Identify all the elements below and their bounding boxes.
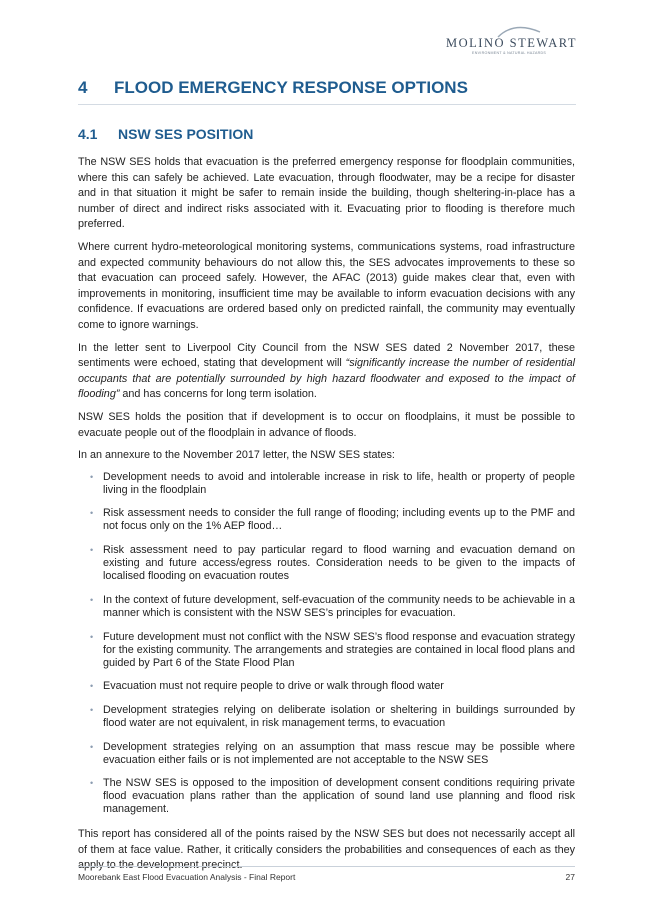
bullet-icon: • <box>90 778 94 789</box>
footer-document-title: Moorebank East Flood Evacuation Analysis - Final Report <box>78 872 296 882</box>
list-item-text: In the context of future development, self-evacuation of the community needs to be achievable in a manner which is consistent with the NSW SES’s principles for evacuation. <box>103 593 575 619</box>
section-heading <box>78 78 576 105</box>
list-item-text: Risk assessment need to pay particular regard to flood warning and evacuation demand on existing and future access/egress routes. Consideration needs to be given to the impacts of localised flooding on evacuation routes <box>103 544 575 583</box>
bullet-icon: • <box>90 704 94 715</box>
list-item-text: Future development must not conflict with the NSW SES’s flood response and evacuation strategy for the existing community. The arrangements and strategies are contained in local flood plans and guided by Part 6 of the State Flood Plan <box>103 630 575 669</box>
bullet-icon: • <box>90 471 94 482</box>
quoted-text: “significantly increase the number of residential occupants that are potentially surrounded by high hazard floodwater and exposed to the impact of flooding” <box>78 357 575 401</box>
list-item-text: Evacuation must not require people to drive or walk through flood water <box>103 680 444 693</box>
bullet-icon: • <box>90 508 94 519</box>
list-item <box>78 544 575 583</box>
logo-tagline: ENVIRONMENT & NATURAL HAZARDS <box>472 51 547 55</box>
list-item-text: The NSW SES is opposed to the imposition of development consent conditions requiring private flood evacuation plans rather than the application of sound land use planning and flood risk management. <box>103 777 575 816</box>
subsection-title: NSW SES POSITION <box>118 126 254 142</box>
list-item <box>78 680 575 693</box>
list-item <box>78 507 575 533</box>
bullet-icon: • <box>90 594 94 605</box>
list-item-text: Development needs to avoid and intolerable increase in risk to life, health or property of people living in the floodplain <box>103 470 575 496</box>
list-item-text: Risk assessment needs to consider the full range of flooding; including events up to the PMF and not focus only on the 1% AEP flood… <box>103 507 575 533</box>
footer-divider <box>78 866 575 867</box>
paragraph-3-end: and has concerns for long term isolation. <box>119 388 317 401</box>
section-number: 4 <box>78 78 88 97</box>
paragraph-5: In an annexure to the November 2017 letter, the NSW SES states: <box>78 449 395 462</box>
paragraph-1: The NSW SES holds that evacuation is the preferred emergency response for floodplain communities, where this can safely be achieved. Late evacuation, through floodwater, may be a recipe for disaster and in that situation it might be safer to remain inside the building, though sheltering-in-place has a number of direct and indirect risks associated with it. Evacuating prior to flooding is therefore much preferred. <box>78 156 575 231</box>
bullet-icon: • <box>90 545 94 556</box>
list-item <box>78 471 575 497</box>
list-item <box>78 631 575 670</box>
paragraph-3-start: In the letter sent to Liverpool City Council from the NSW SES dated 2 November 2017, these sentiments were echoed, stating that development will <box>78 341 575 370</box>
list-item <box>78 777 575 816</box>
bullet-icon: • <box>90 681 94 692</box>
paragraph-3 <box>78 341 575 403</box>
paragraph-4: NSW SES holds the position that if development is to occur on floodplains, it must be possible to evacuate people out of the floodplain in advance of floods. <box>78 410 575 439</box>
list-item <box>78 704 575 730</box>
footer-page-number: 27 <box>565 872 575 882</box>
list-item <box>78 594 575 620</box>
ses-statements-list <box>78 471 575 817</box>
subsection-number: 4.1 <box>78 126 98 142</box>
company-logo <box>436 22 586 62</box>
section-title: FLOOD EMERGENCY RESPONSE OPTIONS <box>114 78 468 97</box>
paragraph-2: Where current hydro-meteorological monitoring systems, communications systems, road infrastructure and expected community behaviours do not allow this, the SES advocates improvements to these so that evacuation can proceed safely. However, the AFAC (2013) guide makes clear that, even with improvements in monitoring, insufficient time may be available to inform evacuation decisions with any confidence. If evacuations are ordered based only on predicted rainfall, the community may eventually come to ignore warnings. <box>78 240 575 331</box>
bullet-icon: • <box>90 631 94 642</box>
body-content <box>78 155 575 881</box>
list-item-text: Development strategies relying on an assumption that mass rescue may be possible where evacuation either fails or is not implemented are not acceptable to the NSW SES <box>103 740 575 766</box>
list-item <box>78 741 575 767</box>
paragraph-6: This report has considered all of the points raised by the NSW SES but does not necessarily accept all of them at face value. Rather, it critically considers the probabilities and consequences of each as they <box>78 828 575 856</box>
logo-wordmark: MOLINO STEWART <box>446 36 578 50</box>
list-item-text: Development strategies relying on deliberate isolation or sheltering in buildings surrounded by flood water are not equivalent, in risk management terms, to evacuation <box>103 703 575 729</box>
subsection-heading <box>78 126 253 142</box>
bullet-icon: • <box>90 741 94 752</box>
